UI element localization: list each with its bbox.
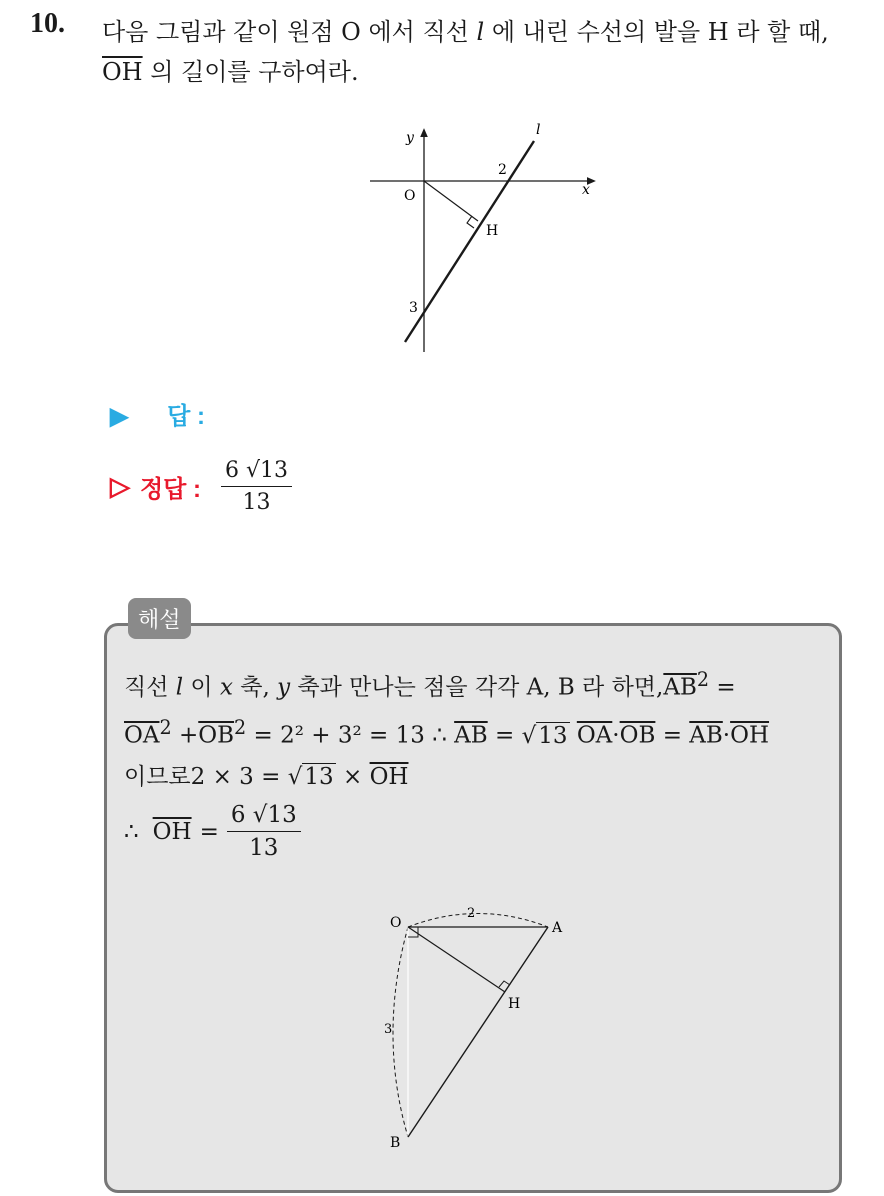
solution-fraction: $\frac{6 √13}{13}$ [227,802,301,861]
sup-2: 2 [234,716,247,739]
correct-answer-row [110,458,292,515]
seg-oh: $\overline{OH}$ [152,818,192,845]
sol-var-x: x [219,674,233,701]
solution-tag: 해설 [128,598,191,639]
label-len-ob: 3 [384,1022,393,1037]
seg-ab: $\overline{AB}$ [454,722,488,749]
segment-oh [408,927,505,992]
seg-ob: $\overline{OB}$ [619,722,656,749]
label-y-intercept: 3 [409,300,418,316]
sol-var-y: y [277,674,291,701]
sqrt-13: √13 [287,764,334,790]
sup-2: 2 [159,716,172,739]
equals: = [199,818,219,845]
plus: + [178,722,199,749]
label-h: H [508,996,521,1012]
answer-radicand: 13 [260,458,289,483]
seg-oh: $\overline{OH}$ [369,764,409,790]
label-o: O [390,915,402,931]
label-x-intercept: 2 [498,162,507,178]
arc-oa [408,914,548,928]
equals: = [716,674,736,701]
solution-line-3 [124,758,408,791]
segment-oh: $\overline{OH}$ [102,58,143,86]
label-b: B [390,1135,401,1151]
label-len-oa: 2 [467,906,476,921]
label-origin: O [404,188,416,204]
answer-marker-icon: ▶ [110,403,129,430]
radicand: 13 [538,722,568,749]
question-line-1 [102,12,829,47]
sol-var-l: l [175,674,184,701]
question-text-a: 다음 그림과 같이 원점 O 에서 직선 [102,18,469,46]
solution-line-1 [124,668,736,702]
equals: = [494,722,515,749]
figure-triangle [370,895,580,1165]
sol-text: 직선 [124,674,169,701]
sup-2: 2 [696,668,710,691]
question-line-2 [102,52,359,87]
correct-answer-fraction: $\frac{6 √13}{13}$ [221,458,292,515]
sol-text: 이므로2 × 3 = [124,764,281,790]
answer-coef: 6 [225,458,240,483]
seg-oa: $\overline{OA}$ [124,722,160,749]
line-variable: l [476,18,485,46]
dot: · [722,722,731,749]
sol-text: 이 [190,674,213,701]
seg-ab: $\overline{AB}$ [663,674,697,701]
answer-denominator: 13 [242,490,271,515]
therefore: ∴ [124,818,139,845]
correct-marker-icon: ▷ [110,471,130,501]
radicand: 13 [267,802,297,828]
sol-text: = 2² + 3² = 13 ∴ [253,722,447,749]
perpendicular-oh [424,181,478,221]
frac-den: 13 [249,835,279,861]
equals: = [662,722,682,749]
seg-ab: $\overline{AB}$ [689,722,723,749]
sol-text: 축, [240,674,270,701]
seg-ob: $\overline{OB}$ [198,722,235,749]
radicand: 13 [304,764,334,790]
sol-text: 축과 만나는 점을 각각 A, B 라 하면, [297,674,664,701]
dot: · [612,722,620,749]
solution-line-2 [124,716,769,749]
label-foot-h: H [486,223,499,239]
solution-line-4 [124,802,301,861]
frac-coef: 6 [230,802,246,828]
seg-oa: $\overline{OA}$ [576,722,613,749]
label-l: l [536,122,541,138]
question-text-c: 의 길이를 구하여라. [150,58,359,86]
seg-oh: $\overline{OH}$ [730,722,770,749]
label-a: A [552,920,563,936]
label-y: y [406,130,414,146]
answer-label: 답 : [167,403,205,430]
arc-ob [393,927,408,1137]
times: × [342,764,363,790]
answer-row [110,396,205,431]
segment-ab [408,927,548,1137]
question-text-b: 에 내린 수선의 발을 H 라 할 때, [491,18,829,46]
question-number: 10. [30,8,65,39]
figure-coordinate-plane [360,120,600,360]
correct-label: 정답 : [140,476,202,503]
label-x: x [582,182,590,198]
sqrt-13: √13 [521,722,568,749]
